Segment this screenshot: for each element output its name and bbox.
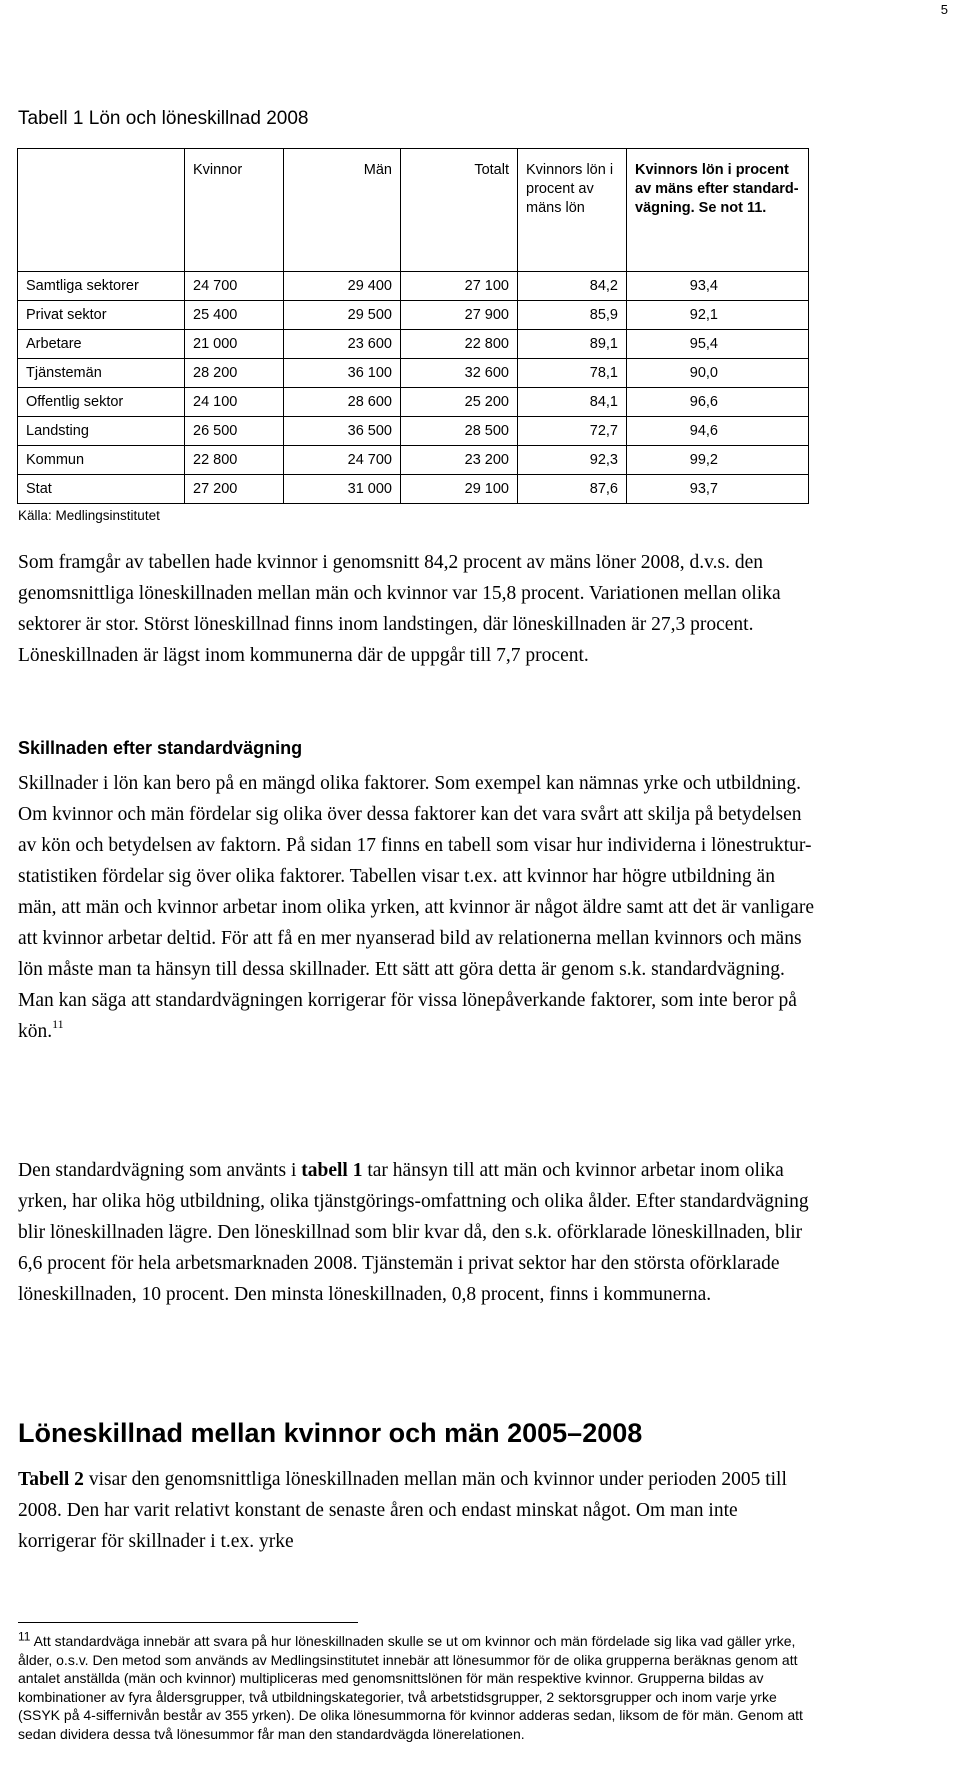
cell-standardvagning: 92,1 [627, 301, 809, 330]
table-row [18, 388, 809, 417]
cell-label: Stat [18, 475, 185, 504]
cell-label: Landsting [18, 417, 185, 446]
cell-kvinnor: 27 200 [185, 475, 284, 504]
cell-procent: 72,7 [518, 417, 627, 446]
cell-procent: 89,1 [518, 330, 627, 359]
cell-procent: 87,6 [518, 475, 627, 504]
salary-table [17, 148, 809, 504]
header-kvinnors-lon-procent: Kvinnors lön i procent av mäns lön [518, 149, 627, 272]
table-row [18, 272, 809, 301]
paragraph-tabell1 [18, 1155, 818, 1310]
footnote [18, 1629, 808, 1744]
paragraph-tabell1-bold: tabell 1 [301, 1160, 363, 1181]
cell-label: Privat sektor [18, 301, 185, 330]
cell-totalt: 28 500 [401, 417, 518, 446]
cell-kvinnor: 24 700 [185, 272, 284, 301]
cell-totalt: 32 600 [401, 359, 518, 388]
cell-kvinnor: 22 800 [185, 446, 284, 475]
footnote-text: Att standardväga innebär att svara på hur löneskillnaden skulle se ut om kvinnor och män fördelade sig lika vad gäller yrke, ålder, o.s.v. Den metod som används av Medlingsinstitutet innebär att lönesummor för de olika grupperna beräknas genom att antalet anställda (män och kvinnor) multipliceras med genomsnittslönen för män respektive kvinnor. Grupperna bildas av kombinationer av fyra åldersgrupper, två utbildningskategorier, två arbetstidsgrupper, 2 sektorsgrupper och inom varje yrke (SSYK på 4-siffernivån består av 355 yrken). De olika lönesummorna för kvinnor adderas sedan, liksom de för män. Genom att sedan dividera dessa två lönesummor får man den standardvägda lönerelationen. [18, 1633, 803, 1742]
cell-label: Arbetare [18, 330, 185, 359]
cell-standardvagning: 94,6 [627, 417, 809, 446]
cell-totalt: 27 900 [401, 301, 518, 330]
footnote-number: 11 [18, 1629, 31, 1644]
table-row [18, 359, 809, 388]
paragraph-table-summary: Som framgår av tabellen hade kvinnor i genomsnitt 84,2 procent av mäns löner 2008, d.v.s. den genomsnittliga löneskillnaden mellan män och kvinnor var 15,8 procent. Variationen mellan olika sektorer är stor. Störst löneskillnad finns inom landstingen, där löneskillnaden är 27,3 procent. Löneskillnaden är lägst inom kommunerna där de uppgår till 7,7 procent. [18, 552, 781, 666]
paragraph-tabell2-bold: Tabell 2 [18, 1469, 84, 1490]
table-row [18, 301, 809, 330]
cell-procent: 85,9 [518, 301, 627, 330]
cell-man: 31 000 [284, 475, 401, 504]
cell-label: Samtliga sektorer [18, 272, 185, 301]
cell-label: Offentlig sektor [18, 388, 185, 417]
cell-procent: 78,1 [518, 359, 627, 388]
paragraph-standardvagning-text: Skillnader i lön kan bero på en mängd olika faktorer. Som exempel kan nämnas yrke och utbildning. Om kvinnor och män fördelar sig olika över dessa faktorer kan det vara svårt att skilja på betydelsen av kön och betydelsen av faktorn. På sidan 17 finns en tabell som visar hur individerna i lönestruktur-statistiken fördelar sig över olika faktorer. Tabellen visar t.ex. att kvinnor har högre utbildning än män, att män och kvinnor arbetar inom olika yrken, att kvinnor är något äldre samt att det är vanligare att kvinnor arbetar deltid. För att få en mer nyanserad bild av relationerna mellan kvinnors och mäns lön måste man ta hänsyn till dessa skillnader. Ett sätt att göra detta är genom s.k. standardvägning. Man kan säga att standardvägningen korrigerar för vissa lönepåverkande faktorer, som inte beror på kön. [18, 773, 814, 1042]
cell-standardvagning: 96,6 [627, 388, 809, 417]
cell-kvinnor: 28 200 [185, 359, 284, 388]
cell-man: 24 700 [284, 446, 401, 475]
cell-label: Tjänstemän [18, 359, 185, 388]
footnote-divider [18, 1622, 358, 1623]
cell-standardvagning: 99,2 [627, 446, 809, 475]
cell-standardvagning: 90,0 [627, 359, 809, 388]
cell-man: 36 500 [284, 417, 401, 446]
table-source: Källa: Medlingsinstitutet [18, 508, 160, 523]
section-heading: Löneskillnad mellan kvinnor och män 2005–2008 [18, 1418, 643, 1448]
paragraph-tabell1-before: Den standardvägning som använts i [18, 1160, 302, 1181]
paragraph-tabell2 [18, 1464, 818, 1557]
cell-totalt: 27 100 [401, 272, 518, 301]
table-caption: Tabell 1 Lön och löneskillnad 2008 [18, 108, 309, 129]
table-row [18, 475, 809, 504]
paragraph-tabell1-after: tar hänsyn till att män och kvinnor arbetar inom olika yrken, har olika hög utbildning, olika tjänstgörings-omfattning och olika ålder. Efter standardvägning blir löneskillnaden lägre. Den löneskillnad som blir kvar då, den s.k. oförklarade löneskillnaden, blir 6,6 procent för hela arbetsmarknaden 2008. Tjänstemän i privat sektor har den största oförklarade löneskillnaden, 10 procent. Den minsta löneskillnaden, 0,8 procent, finns i kommunerna. [18, 1160, 809, 1305]
cell-totalt: 25 200 [401, 388, 518, 417]
paragraph-tabell2-after: visar den genomsnittliga löneskillnaden mellan män och kvinnor under perioden 2005 till 2008. Den har varit relativt konstant de senaste åren och endast minskat något. Om man inte korrigerar för skillnader i t.ex. yrke [18, 1469, 787, 1552]
footnote-reference: 11 [52, 1016, 64, 1031]
sub-heading: Skillnaden efter standardvägning [18, 738, 303, 758]
header-totalt: Totalt [401, 149, 518, 272]
header-man: Män [284, 149, 401, 272]
cell-man: 29 500 [284, 301, 401, 330]
cell-procent: 84,2 [518, 272, 627, 301]
cell-man: 29 400 [284, 272, 401, 301]
header-kvinnor: Kvinnor [185, 149, 284, 272]
cell-totalt: 29 100 [401, 475, 518, 504]
cell-kvinnor: 24 100 [185, 388, 284, 417]
table-row [18, 446, 809, 475]
table-header-row [18, 149, 809, 272]
cell-label: Kommun [18, 446, 185, 475]
cell-man: 28 600 [284, 388, 401, 417]
cell-standardvagning: 95,4 [627, 330, 809, 359]
cell-totalt: 23 200 [401, 446, 518, 475]
table-row [18, 330, 809, 359]
cell-standardvagning: 93,7 [627, 475, 809, 504]
cell-man: 23 600 [284, 330, 401, 359]
cell-totalt: 22 800 [401, 330, 518, 359]
table-body [18, 272, 809, 504]
header-empty-cell [18, 149, 185, 272]
cell-procent: 92,3 [518, 446, 627, 475]
header-standardvagning: Kvinnors lön i procent av mäns efter standard-vägning. Se not 11. [627, 149, 809, 272]
cell-kvinnor: 25 400 [185, 301, 284, 330]
cell-procent: 84,1 [518, 388, 627, 417]
cell-kvinnor: 26 500 [185, 417, 284, 446]
cell-man: 36 100 [284, 359, 401, 388]
cell-standardvagning: 93,4 [627, 272, 809, 301]
paragraph-standardvagning [18, 768, 818, 1047]
cell-kvinnor: 21 000 [185, 330, 284, 359]
table-row [18, 417, 809, 446]
page-number: 5 [940, 2, 948, 17]
